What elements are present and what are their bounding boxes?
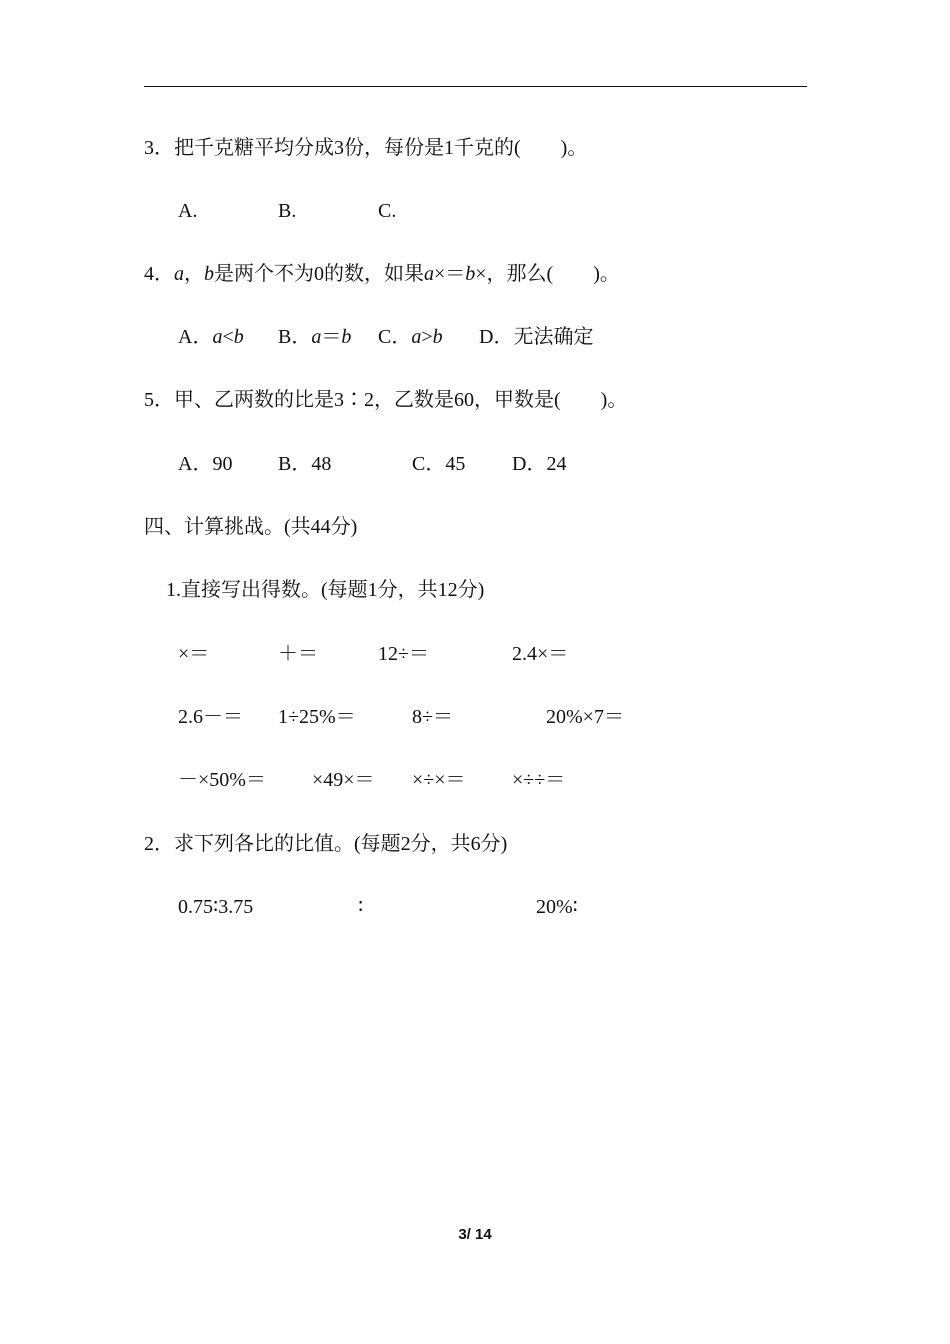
q4-stem (144, 260, 620, 288)
q5-option-c: C．45 (412, 453, 466, 475)
q4-option-b-op: ＝ (321, 326, 342, 348)
ratio-item-3: 20%∶ (536, 896, 578, 918)
q4-option-c-var2: b (432, 326, 443, 348)
q4-num: 4． (144, 263, 174, 285)
q3-option-c: C. (378, 200, 397, 222)
calc-r1-c4: 2.4×＝ (512, 643, 569, 665)
section4-title: 四、计算挑战。(共44分) (144, 516, 358, 538)
ratio-item-1: 0.75∶3.75 (178, 896, 254, 918)
q4-option-b-var1: a (311, 326, 322, 348)
page-number: 3/ 14 (458, 1226, 492, 1243)
calc-r2-c1: 2.6－＝ (178, 706, 243, 728)
q4-option-a-var1: a (212, 326, 223, 348)
part1-title: 1.直接写出得数。(每题1分，共12分) (166, 579, 485, 601)
q5-stem: 5．甲、乙两数的比是3∶2，乙数是60，甲数是( )。 (144, 389, 628, 411)
q4-option-a-op: < (222, 326, 234, 348)
calc-r1-c1: ×＝ (178, 643, 210, 665)
q4-option-a (178, 323, 244, 351)
q4-option-d: D．无法确定 (479, 326, 594, 348)
calc-r2-c3: 8÷＝ (412, 706, 453, 728)
q5-option-a: A．90 (178, 453, 233, 475)
ratio-item-2: ∶ (358, 896, 364, 918)
q4-var-a: a (174, 263, 184, 285)
q4-option-a-label: A． (178, 326, 213, 348)
calc-r3-c4: ×÷÷＝ (512, 769, 566, 791)
q4-option-c (378, 323, 443, 351)
q4-option-c-label: C． (378, 326, 412, 348)
calc-r3-c3: ×÷×＝ (412, 769, 466, 791)
q5-option-b: B．48 (278, 453, 332, 475)
q4-option-c-op: > (421, 326, 433, 348)
q4-option-c-var1: a (411, 326, 422, 348)
q4-op2: ×，那么( )。 (475, 263, 620, 285)
q4-mid: 是两个不为0的数，如果 (214, 263, 424, 285)
q4-option-a-var2: b (233, 326, 244, 348)
q4-var-a2: a (424, 263, 434, 285)
q4-option-b (278, 323, 351, 351)
q4-comma: ， (184, 263, 204, 285)
q4-option-b-var2: b (341, 326, 352, 348)
calc-r2-c4: 20%×7＝ (546, 706, 624, 728)
calc-r1-c3: 12÷＝ (378, 643, 429, 665)
q4-option-b-label: B． (278, 326, 312, 348)
q3-stem: 3．把千克糖平均分成3份，每份是1千克的( )。 (144, 137, 588, 159)
calc-r2-c2: 1÷25%＝ (278, 706, 356, 728)
header-rule (144, 86, 807, 87)
part2-title: 2．求下列各比的比值。(每题2分，共6分) (144, 833, 508, 855)
q3-option-a: A. (178, 200, 198, 222)
q3-option-b: B. (278, 200, 297, 222)
q4-op1: ×＝ (434, 263, 466, 285)
q4-var-b2: b (465, 263, 476, 285)
q5-option-d: D．24 (512, 453, 567, 475)
calc-r1-c2: ＋＝ (278, 643, 318, 665)
calc-r3-c2: ×49×＝ (312, 769, 375, 791)
q4-var-b: b (204, 263, 214, 285)
calc-r3-c1: －×50%＝ (178, 769, 266, 791)
